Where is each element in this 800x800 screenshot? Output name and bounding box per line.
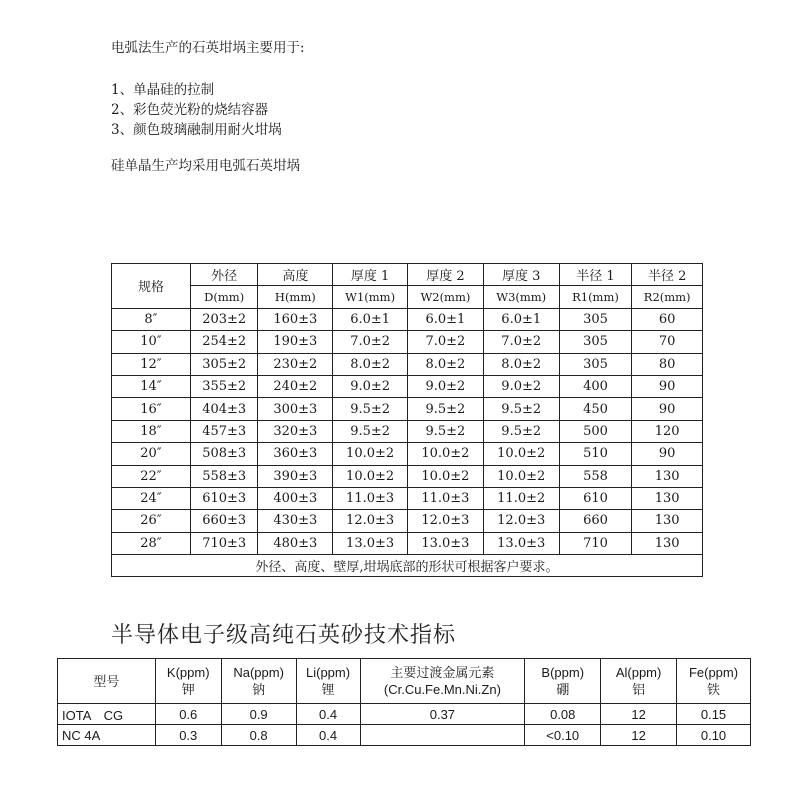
table-row xyxy=(112,331,703,353)
column-header xyxy=(360,659,525,704)
table-cell: <0.10 xyxy=(525,725,601,746)
table-cell: 9.0±2 xyxy=(408,375,484,397)
table-cell: 160±3 xyxy=(258,308,333,330)
column-header: 规格 xyxy=(112,264,191,309)
table-row xyxy=(112,443,703,465)
table-cell: 10.0±2 xyxy=(483,443,559,465)
unit-header: H(mm) xyxy=(258,286,333,308)
header-line: Na(ppm) xyxy=(233,665,284,680)
unit-header: D(mm) xyxy=(190,286,258,308)
table-cell: 28″ xyxy=(112,532,191,554)
table-cell: 660 xyxy=(559,510,632,532)
table-cell: 13.0±3 xyxy=(333,532,408,554)
table-cell: 9.0±2 xyxy=(333,375,408,397)
table-cell: 12.0±3 xyxy=(483,510,559,532)
use-item: 1、单晶硅的拉制 xyxy=(111,82,215,98)
table-cell: 8.0±2 xyxy=(333,353,408,375)
table-cell: 13.0±3 xyxy=(408,532,484,554)
table-cell: 0.9 xyxy=(221,704,296,725)
table-cell: 230±2 xyxy=(258,353,333,375)
table-cell: 6.0±1 xyxy=(408,308,484,330)
table-cell: 18″ xyxy=(112,420,191,442)
table-cell: 130 xyxy=(632,487,703,509)
table-cell xyxy=(360,725,525,746)
header-line: Fe(ppm) xyxy=(688,665,739,680)
table-row xyxy=(112,375,703,397)
intro-section xyxy=(111,38,305,176)
table-cell: 254±2 xyxy=(190,331,258,353)
table-cell: 90 xyxy=(632,375,703,397)
column-header xyxy=(677,659,751,704)
table-cell: 10″ xyxy=(112,331,191,353)
table-cell: 9.5±2 xyxy=(483,420,559,442)
table-cell: 6.0±1 xyxy=(333,308,408,330)
unit-row xyxy=(112,286,703,308)
table-cell: 6.0±1 xyxy=(483,308,559,330)
column-header: 半径 1 xyxy=(559,264,632,286)
header-line: 钠 xyxy=(252,682,266,697)
table-cell: 320±3 xyxy=(258,420,333,442)
table-cell: 360±3 xyxy=(258,443,333,465)
table-cell: 9.5±2 xyxy=(408,420,484,442)
table-cell: 305 xyxy=(559,353,632,375)
table-cell: IOTA CG xyxy=(58,704,156,725)
table-cell: 355±2 xyxy=(190,375,258,397)
header-line: (Cr.Cu.Fe.Mn.Ni.Zn) xyxy=(383,682,501,697)
header-line: 钾 xyxy=(181,682,195,697)
unit-header: W1(mm) xyxy=(333,286,408,308)
table-cell: 24″ xyxy=(112,487,191,509)
table-cell: 130 xyxy=(632,510,703,532)
table-cell: 0.4 xyxy=(296,704,360,725)
table-cell: 8.0±2 xyxy=(483,353,559,375)
header-line: K(ppm) xyxy=(166,665,210,680)
column-header xyxy=(296,659,360,704)
table-cell: 9.5±2 xyxy=(333,398,408,420)
crucible-spec-table xyxy=(111,263,703,577)
column-header: 高度 xyxy=(258,264,333,286)
table-cell: 11.0±3 xyxy=(333,487,408,509)
table-cell: 610 xyxy=(559,487,632,509)
table-cell: 660±3 xyxy=(190,510,258,532)
table-cell: 7.0±2 xyxy=(483,331,559,353)
table-cell: 300±3 xyxy=(258,398,333,420)
header-line: Al(ppm) xyxy=(615,665,662,680)
table-cell: 9.0±2 xyxy=(483,375,559,397)
header-line: 型号 xyxy=(93,673,120,689)
unit-header: R1(mm) xyxy=(559,286,632,308)
tech-table-title: 半导体电子级高纯石英砂技术指标 xyxy=(111,623,457,648)
table-row xyxy=(112,353,703,375)
table-cell: 90 xyxy=(632,443,703,465)
table-row xyxy=(112,532,703,554)
table-cell: 16″ xyxy=(112,398,191,420)
table-cell: 7.0±2 xyxy=(408,331,484,353)
column-header: 厚度 2 xyxy=(408,264,484,286)
column-header xyxy=(221,659,296,704)
table-cell: 0.37 xyxy=(360,704,525,725)
table-cell: 60 xyxy=(632,308,703,330)
table-row xyxy=(112,308,703,330)
unit-header: W3(mm) xyxy=(483,286,559,308)
table-cell: 240±2 xyxy=(258,375,333,397)
table-cell: 12.0±3 xyxy=(408,510,484,532)
table-row xyxy=(112,420,703,442)
header-line: 硼 xyxy=(556,682,570,697)
table-cell: 390±3 xyxy=(258,465,333,487)
table-cell: 11.0±2 xyxy=(483,487,559,509)
intro-heading: 电弧法生产的石英坩埚主要用于: xyxy=(111,40,305,56)
footnote-row xyxy=(112,555,703,577)
table-cell: 305±2 xyxy=(190,353,258,375)
table-cell: 400 xyxy=(559,375,632,397)
table-cell: 508±3 xyxy=(190,443,258,465)
table-row xyxy=(112,398,703,420)
table-cell: 404±3 xyxy=(190,398,258,420)
table-cell: 10.0±2 xyxy=(333,465,408,487)
intro-note: 硅单晶生产均采用电弧石英坩埚 xyxy=(111,158,300,174)
table-cell: 457±3 xyxy=(190,420,258,442)
table-cell: 11.0±3 xyxy=(408,487,484,509)
table-cell: 10.0±2 xyxy=(333,443,408,465)
table-cell: 20″ xyxy=(112,443,191,465)
table-cell: 305 xyxy=(559,308,632,330)
table-cell: 558±3 xyxy=(190,465,258,487)
column-header: 外径 xyxy=(190,264,258,286)
table-cell: 0.8 xyxy=(221,725,296,746)
table-cell: 610±3 xyxy=(190,487,258,509)
table-cell: 710±3 xyxy=(190,532,258,554)
header-line: 铝 xyxy=(632,682,646,697)
unit-header: W2(mm) xyxy=(408,286,484,308)
table-cell: 203±2 xyxy=(190,308,258,330)
column-header xyxy=(525,659,601,704)
table-cell: 22″ xyxy=(112,465,191,487)
header-row xyxy=(112,264,703,286)
table-cell: 0.6 xyxy=(155,704,221,725)
table-cell: 190±3 xyxy=(258,331,333,353)
table-cell: 13.0±3 xyxy=(483,532,559,554)
table-cell: NC 4A xyxy=(58,725,156,746)
table-cell: 500 xyxy=(559,420,632,442)
table-row xyxy=(58,725,751,746)
column-header xyxy=(155,659,221,704)
table-row xyxy=(112,510,703,532)
table-cell: 70 xyxy=(632,331,703,353)
table-cell: 130 xyxy=(632,465,703,487)
table-cell: 7.0±2 xyxy=(333,331,408,353)
header-line: 锂 xyxy=(321,682,335,697)
table-row xyxy=(112,487,703,509)
table-cell: 10.0±2 xyxy=(483,465,559,487)
table-cell: 12.0±3 xyxy=(333,510,408,532)
table-cell: 0.3 xyxy=(155,725,221,746)
table-cell: 90 xyxy=(632,398,703,420)
table-cell: 510 xyxy=(559,443,632,465)
column-header xyxy=(58,659,156,704)
table-cell: 9.5±2 xyxy=(333,420,408,442)
quartz-sand-spec-table xyxy=(57,658,751,746)
table-cell: 8.0±2 xyxy=(408,353,484,375)
table-footnote: 外径、高度、壁厚,坩埚底部的形状可根据客户要求。 xyxy=(112,555,703,577)
table-cell: 120 xyxy=(632,420,703,442)
table-cell: 710 xyxy=(559,532,632,554)
table-cell: 26″ xyxy=(112,510,191,532)
column-header: 厚度 3 xyxy=(483,264,559,286)
table-cell: 9.5±2 xyxy=(408,398,484,420)
table-cell: 12 xyxy=(601,725,677,746)
header-row xyxy=(58,659,751,704)
header-line: B(ppm) xyxy=(541,665,585,680)
table-row xyxy=(112,465,703,487)
header-line: 铁 xyxy=(707,682,721,697)
table-cell: 0.10 xyxy=(677,725,751,746)
unit-header: R2(mm) xyxy=(632,286,703,308)
table-cell: 12″ xyxy=(112,353,191,375)
use-item: 2、彩色荧光粉的烧结容器 xyxy=(111,102,269,118)
column-header xyxy=(601,659,677,704)
table-cell: 0.15 xyxy=(677,704,751,725)
table-cell: 8″ xyxy=(112,308,191,330)
table-cell: 0.4 xyxy=(296,725,360,746)
header-line: 主要过渡金属元素 xyxy=(390,665,495,680)
header-line: Li(ppm) xyxy=(306,665,351,680)
use-item: 3、颜色玻璃融制用耐火坩埚 xyxy=(111,122,282,138)
table-cell: 0.08 xyxy=(525,704,601,725)
table-row xyxy=(58,704,751,725)
table-cell: 10.0±2 xyxy=(408,465,484,487)
table-cell: 80 xyxy=(632,353,703,375)
table-cell: 130 xyxy=(632,532,703,554)
table-cell: 14″ xyxy=(112,375,191,397)
table-cell: 558 xyxy=(559,465,632,487)
table-cell: 305 xyxy=(559,331,632,353)
table-cell: 430±3 xyxy=(258,510,333,532)
table-cell: 9.5±2 xyxy=(483,398,559,420)
table-cell: 12 xyxy=(601,704,677,725)
table-cell: 10.0±2 xyxy=(408,443,484,465)
table-cell: 480±3 xyxy=(258,532,333,554)
table-cell: 400±3 xyxy=(258,487,333,509)
table-cell: 450 xyxy=(559,398,632,420)
column-header: 半径 2 xyxy=(632,264,703,286)
column-header: 厚度 1 xyxy=(333,264,408,286)
